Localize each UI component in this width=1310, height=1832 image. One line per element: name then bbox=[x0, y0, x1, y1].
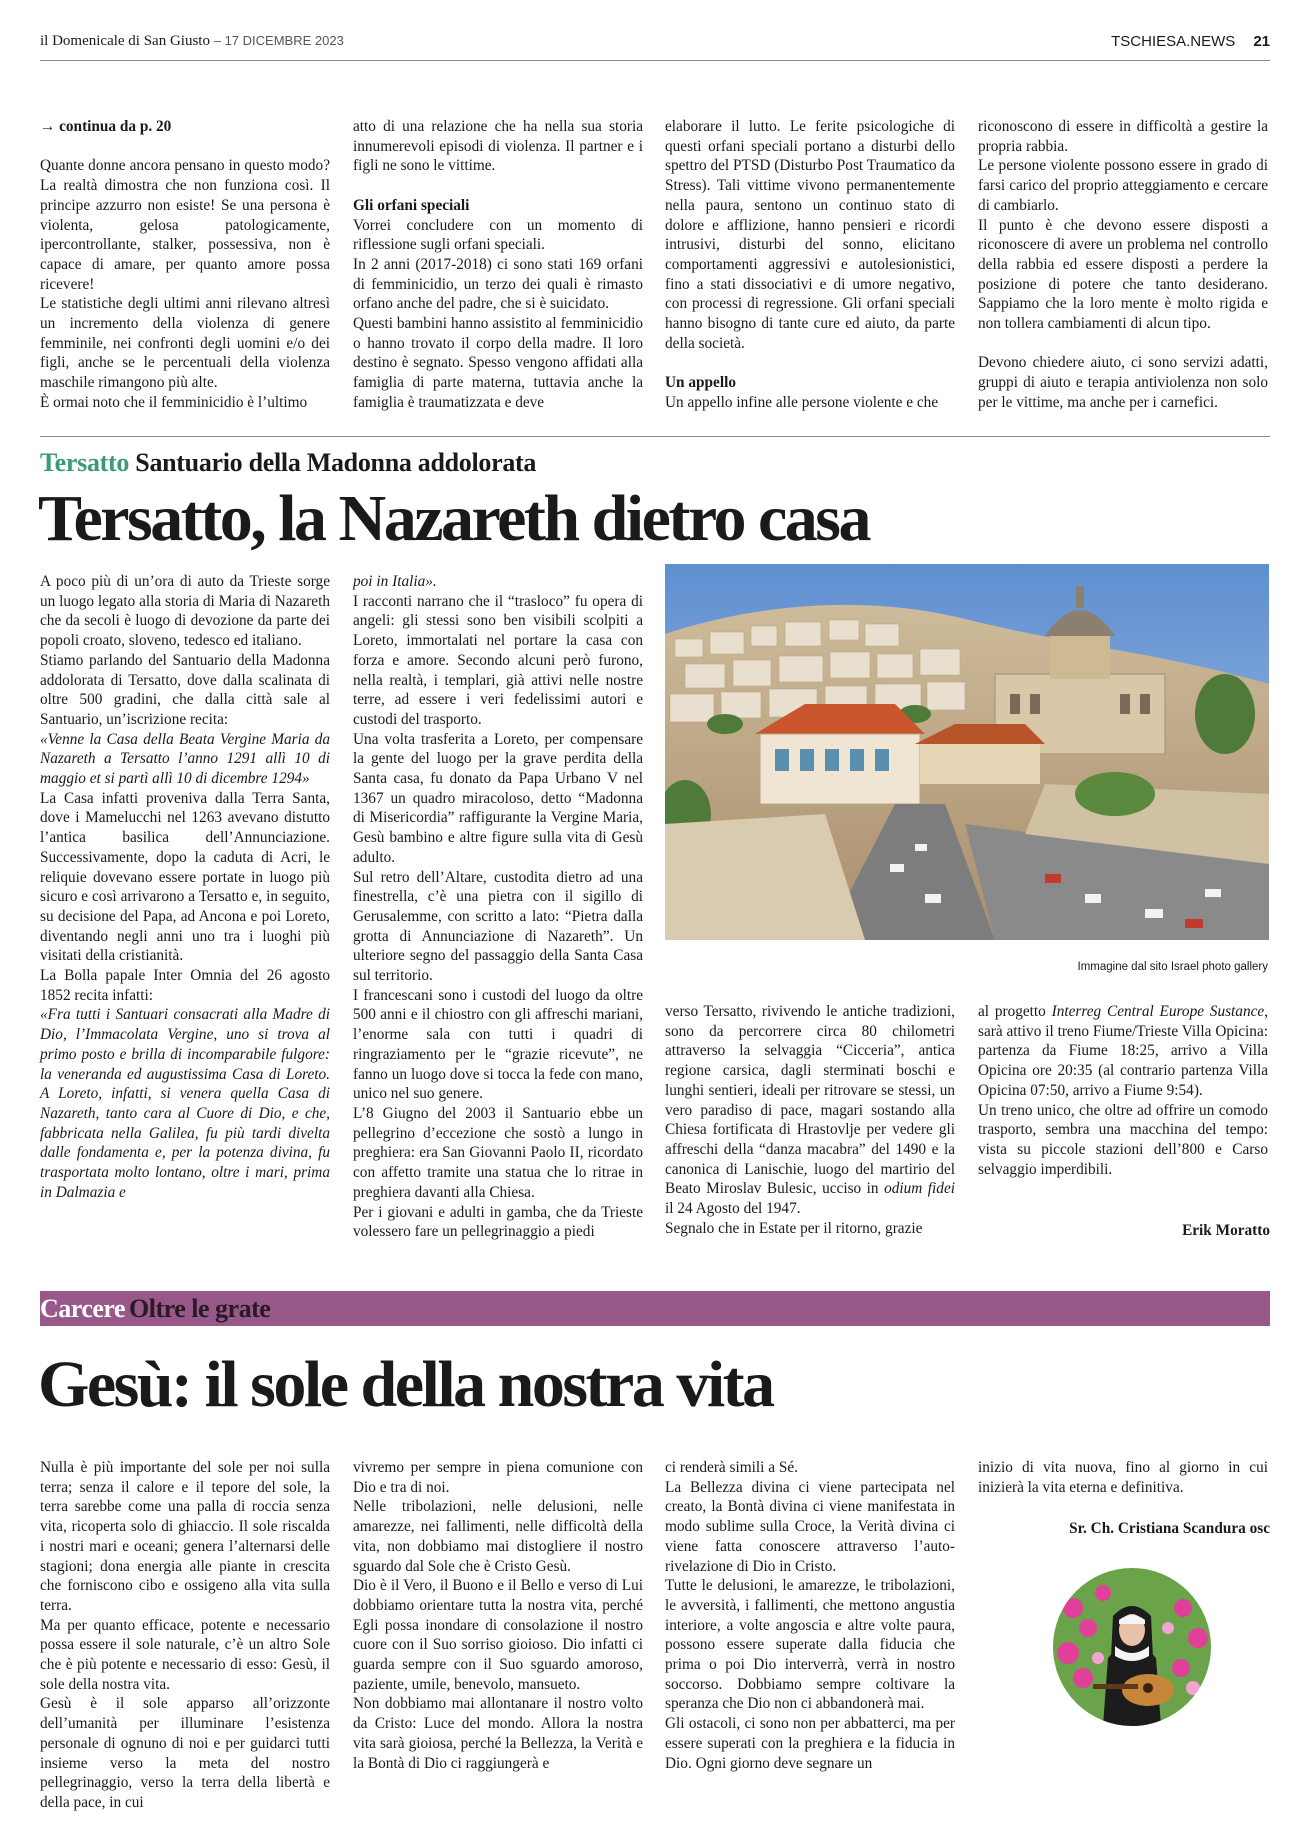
paragraph: Dio è il Vero, il Buono e il Bello e verso di Lui dobbiamo orientare tutta la nostra vita, perché Egli possa inondare di consolazione il nostro cuore con il Suo sorriso gioioso. Dio infatti ci guarda sempre con il Suo sguardo amoroso, paziente, umile, benevolo, mansueto. bbox=[353, 1577, 643, 1693]
paragraph: A poco più di un’ora di auto da Trieste sorge un luogo legato alla storia di Maria di Nazareth che da secoli è luogo di devozione da parte dei popoli croato, sloveno, tedesco ed italiano. bbox=[40, 573, 330, 650]
paragraph: Gli ostacoli, ci sono non per abbatterci, ma per essere superati con la preghiera e la fiducia in Dio. Ogni giorno deve segnare un bbox=[665, 1715, 955, 1772]
paragraph: Stiamo parlando del Santuario della Madonna addolorata di Tersatto, dove dalla scalinata di oltre 500 gradini, che dalla città sale al Santuario, un’iscrizione recita: bbox=[40, 651, 330, 728]
page-header-right bbox=[1111, 33, 1270, 50]
article1-col1 bbox=[40, 117, 330, 413]
article1-col3 bbox=[665, 117, 955, 413]
article3-title: Gesù: il sole della nostra vita bbox=[38, 1348, 773, 1421]
inscription-quote: «Venne la Casa della Beata Vergine Maria da Nazareth a Tersatto l’anno 1291 allì 10 di maggio et si partì allì 10 di dicembre 1294» bbox=[40, 730, 330, 788]
article2-author: Erik Moratto bbox=[1182, 1222, 1270, 1239]
paragraph: La Casa infatti proveniva dalla Terra Santa, dove i Mamelucchi nel 1263 avevano distutto l’antica basilica dell’Annunciazione. Successivamente, dopo la caduta di Acri, le reliquie dovevano essere portate in luogo più sicuro e così arrivarono a Tersatto e, in seguito, su decisione del Papa, ad Ancona e poi Loreto, diventando negli anni uno tra i luoghi più visitati della cristianità. bbox=[40, 789, 330, 965]
kicker-section: Tersatto bbox=[40, 448, 130, 477]
photo-caption: Immagine dal sito Israel photo gallery bbox=[1077, 961, 1268, 973]
article3-col1 bbox=[40, 1458, 330, 1813]
article3-kicker bbox=[40, 1294, 270, 1324]
article3-author: Sr. Ch. Cristiana Scandura osc bbox=[1069, 1520, 1270, 1537]
nazareth-photo bbox=[665, 564, 1269, 940]
article2-col1 bbox=[40, 572, 330, 1203]
subheading: Gli orfani speciali bbox=[353, 196, 470, 214]
article2-col2 bbox=[353, 572, 643, 1242]
paragraph: Nelle tribolazioni, nelle delusioni, nelle amarezze, nei fallimenti, nelle difficoltà della vita, non dobbiamo mai distogliere il nostro sguardo dal Sole che è Cristo Gesù. bbox=[353, 1498, 643, 1575]
paragraph: Un treno unico, che oltre ad offrire un comodo trasporto, sembra una macchina del tempo: vista su piccole stazioni dell’800 e Carso selvaggio imperdibili. bbox=[978, 1101, 1268, 1178]
article2-col4 bbox=[978, 1002, 1268, 1179]
paragraph: Quante donne ancora pensano in questo modo? La realtà dimostra che non funziona così. Il principe azzurro non esiste! Se una persona è violenta, gelosa patologicamente, ipercontrollante, stalker, possessiva, non è capace di amare, per quanto amore possa ricevere! bbox=[40, 157, 330, 293]
paragraph: Segnalo che in Estate per il ritorno, grazie bbox=[665, 1219, 923, 1237]
subheading: Un appello bbox=[665, 374, 736, 392]
paragraph: Questi bambini hanno assistito al femminicidio o hanno trovato il corpo della madre. Il loro destino è segnato. Spesso vengono affidati alla famiglia di parte materna, tuttavia anche la famiglia è traumatizzata e deve bbox=[353, 315, 643, 411]
paragraph: Una volta trasferita a Loreto, per compensare la gente del luogo per la grave perdita della Santa casa, fu donato da Papa Urbano V nel 1367 un quadro miracoloso, detto “Madonna di Misericordia” raffigurante la Vergine Maria, Gesù bambino e altre figure sulla vita di Gesù adulto. bbox=[353, 730, 643, 866]
paragraph: In 2 anni (2017-2018) ci sono stati 169 orfani di femminicidio, un terzo dei quali è rimasto orfano anche del padre, che si è suicidato. bbox=[353, 255, 643, 313]
page-number: 21 bbox=[1253, 33, 1270, 50]
paragraph: L’8 Giugno del 2003 il Santuario ebbe un pellegrino d’eccezione che sostò a lungo in preghiera: era San Giovanni Paolo II, ricordato con affetto tramite una statua che lo ritrae in preghiera davanti alla Chiesa. bbox=[353, 1104, 643, 1201]
article2-kicker bbox=[40, 448, 536, 478]
paragraph: Le persone violente possono essere in grado di farsi carico del proprio atteggiamento e cercare di cambiarlo. bbox=[978, 157, 1268, 214]
text-span: verso Tersatto, rivivendo le antiche tradizioni, sono da percorrere circa 80 chilometri attraverso la selvaggia “Cicceria”, antica regione carsica, dagli sterminati boschi e lunghi sentieri, ideali per ritrovare se stessi, un vero paradiso di pace, magari sostando alla Chiesa fortificata di Hrastovlje per vedere gli affreschi della “danza macabra” del 1490 e la canonica di Lanischie, luogo del martirio del Beato Miroslav Bulesic, ucciso in bbox=[665, 1003, 955, 1198]
paragraph: È ormai noto che il femminicidio è l’ultimo bbox=[40, 393, 308, 411]
bull-quote-end: poi in Italia». bbox=[353, 573, 437, 590]
italic-phrase: Interreg Central Europe Sustance bbox=[1051, 1003, 1265, 1020]
article1-col4 bbox=[978, 117, 1268, 413]
paragraph: Le statistiche degli ultimi anni rilevano altresì un incremento della violenza di genere femminile, nei confronti degli uomini e/o dei figli, anche se le percentuali della violenza maschile rimangono più alte. bbox=[40, 295, 330, 392]
paragraph: I racconti narrano che il “trasloco” fu opera di angeli: gli stessi sono ben visibili scolpiti a Loreto, immortalati nel portare la casa con forza e amore. Secondo alcuni però furono, nella realtà, i templari, già attivi nelle nostre terre, ad essere i veri fedelissimi autori e custodi del trasporto. bbox=[353, 592, 643, 728]
paragraph: Per i giovani e adulti in gamba, che da Trieste volessero fare un pellegrinaggio a piedi bbox=[353, 1203, 643, 1241]
paragraph: Il punto è che devono essere disposti a riconoscere di avere un problema nel controllo della rabbia ed essere disposti a perdere la posizione di potere che tanto desiderano. Sappiamo che la loro mente è molto rigida e non tollera cambiamenti di alcun tipo. bbox=[978, 216, 1268, 333]
paragraph: I francescani sono i custodi del luogo da oltre 500 anni e il chiostro con gli affreschi mariani, l’enorme sala con tutti i quadri di ringraziamento per le “grazie ricevute”, ne fanno un luogo dove si tocca la fede con mano, unico nel suo genere. bbox=[353, 986, 643, 1103]
paragraph: Nulla è più importante del sole per noi sulla terra; senza il calore e il tepore del sole, la terra sarebbe come una palla di roccia senza vita, ricoperta solo di ghiaccio. Il sole riscalda i nostri mari e oceani; genera l’alternarsi delle stagioni; dona energia alle piante in crescita che forniscono cibo e ossigeno alla vita sulla terra. bbox=[40, 1459, 330, 1614]
kicker-topic: Santuario della Madonna addolorata bbox=[135, 448, 537, 477]
paragraph: riconoscono di essere in difficoltà a gestire la propria rabbia. bbox=[978, 118, 1268, 155]
kicker-section: Carcere bbox=[40, 1294, 126, 1323]
kicker-topic: Oltre le grate bbox=[129, 1294, 271, 1323]
paragraph: Gesù è il sole apparso all’orizzonte dell’umanità per illuminare l’esistenza personale di ognuno di noi e per guidarci tutti insieme verso la meta del nostro pellegrinaggio, verso la terra della libertà e della pace, in cui bbox=[40, 1695, 330, 1811]
article2-title: Tersatto, la Nazareth dietro casa bbox=[38, 482, 869, 555]
paragraph: Vorrei concludere con un momento di riflessione sugli orfani speciali. bbox=[353, 216, 643, 254]
paragraph: vivremo per sempre in piena comunione con Dio e tra di noi. bbox=[353, 1459, 643, 1496]
text-span: al progetto bbox=[978, 1003, 1046, 1020]
header-date-wrapper: – 17 DICEMBRE 2023 bbox=[213, 33, 344, 48]
article3-col3 bbox=[665, 1458, 955, 1773]
text-span: il 24 Agosto del 1947. bbox=[665, 1200, 801, 1218]
paragraph: Ma per quanto efficace, potente e necessario possa essere il sole naturale, c’è un altro Sole che è più potente e necessario di esso: Gesù, il sole della nostra vita. bbox=[40, 1616, 330, 1693]
publication-date: 17 DICEMBRE 2023 bbox=[224, 33, 344, 48]
section-rule bbox=[40, 436, 1270, 437]
paragraph bbox=[665, 1002, 955, 1219]
paragraph: ci renderà simili a Sé. bbox=[665, 1459, 798, 1476]
article3-section-band bbox=[40, 1291, 1270, 1326]
text-span: , sarà attivo il treno Fiume/Trieste Villa Opicina: partenza da Fiume 18:25, arrivo a Villa Opicina ore 20:35 (al contrario partenza Villa Opicina 07:50, arrivo a Fiume 9:54). bbox=[978, 1003, 1269, 1099]
continued-from: → continua da p. 20 bbox=[40, 118, 172, 135]
page-header-left bbox=[40, 33, 344, 50]
header-rule bbox=[40, 60, 1270, 61]
site-name: TSCHIESA.NEWS bbox=[1111, 33, 1236, 50]
publication-name: il Domenicale di San Giusto bbox=[40, 33, 210, 49]
paragraph: Tutte le delusioni, le amarezze, le tribolazioni, le avversità, i fallimenti, che mettono angustia interiore, a volte angoscia e altre volte paura, possono essere superate dalla fiducia che prima o poi Dio interverrà, verrà in nostro soccorso. Dobbiamo sempre coltivare la speranza che Dio non ci abbandonerà mai. bbox=[665, 1577, 955, 1713]
paragraph: Sul retro dell’Altare, custodita dietro ad una finestrella, c’è una pietra con il sigillo di Gerusalemme, con scritto a lato: “Pietra dalla grotta di Annunciazione di Nazareth”. Un ulteriore segno del passaggio della Santa Casa sul territorio. bbox=[353, 868, 643, 985]
article2-col3 bbox=[665, 1002, 955, 1238]
article1-col2 bbox=[353, 117, 643, 413]
paragraph: Un appello infine alle persone violente e che bbox=[665, 393, 939, 411]
paragraph bbox=[978, 1002, 1268, 1101]
paragraph: La Bellezza divina ci viene partecipata nel creato, la Bontà divina ci viene manifestata in modo sublime sulla Croce, la Verità divina ci viene fatta conoscere attraverso l’auto-rivelazione di Dio in Cristo. bbox=[665, 1478, 955, 1575]
article3-col2 bbox=[353, 1458, 643, 1773]
paragraph: Non dobbiamo mai allontanare il nostro volto da Cristo: Luce del mondo. Allora la nostra vita sarà gioiosa, perché la Bellezza, la Verità e la Bontà di Dio ci raggiungerà e bbox=[353, 1695, 643, 1772]
paragraph: Devono chiedere aiuto, ci sono servizi adatti, gruppi di aiuto e terapia antiviolenza non solo per le vittime, ma anche per i carnefici. bbox=[978, 354, 1268, 411]
italic-phrase: odium fidei bbox=[884, 1180, 955, 1198]
bull-quote: «Fra tutti i Santuari consacrati alla Madre di Dio, l’Immacolata Vergine, uno si trova al primo posto e brilla di incomparabile fulgore: la veneranda ed augustissima Casa di Loreto. A Loreto, infatti, si venera quella Casa di Nazareth, tanto cara al Cuore di Dio, e che, fabbricata nella Galilea, fu più tardi divelta dalle fondamenta e, per la potenza divina, fu trasportata molto lontano, oltre i mari, prima in Dalmazia e bbox=[40, 1006, 330, 1201]
paragraph: atto di una relazione che ha nella sua storia innumerevoli episodi di violenza. Il partner e i figli ne sono le vittime. bbox=[353, 118, 643, 175]
paragraph: elaborare il lutto. Le ferite psicologiche di questi orfani speciali portano a disturbi dello spettro del PTSD (Disturbo Post Traumatico da Stress). Tali vittime vivono permanentemente nella paura, sentono un continuo stato di dolore e afflizione, hanno pensieri e ricordi intrusivi, disturbi del sonno, elicitano comportamenti aggressivi e autolesionistici, fino a stati dissociativi e di umore negativo, con processi di regressione. Gli orfani speciali hanno bisogno di tante cure ed aiuto, da parte della società. bbox=[665, 118, 955, 352]
author-portrait bbox=[1053, 1568, 1211, 1726]
paragraph: inizio di vita nuova, fino al giorno in cui inizierà la vita eterna e definitiva. bbox=[978, 1459, 1268, 1496]
paragraph: La Bolla papale Inter Omnia del 26 agosto 1852 recita infatti: bbox=[40, 967, 330, 1004]
article3-col4 bbox=[978, 1458, 1268, 1497]
